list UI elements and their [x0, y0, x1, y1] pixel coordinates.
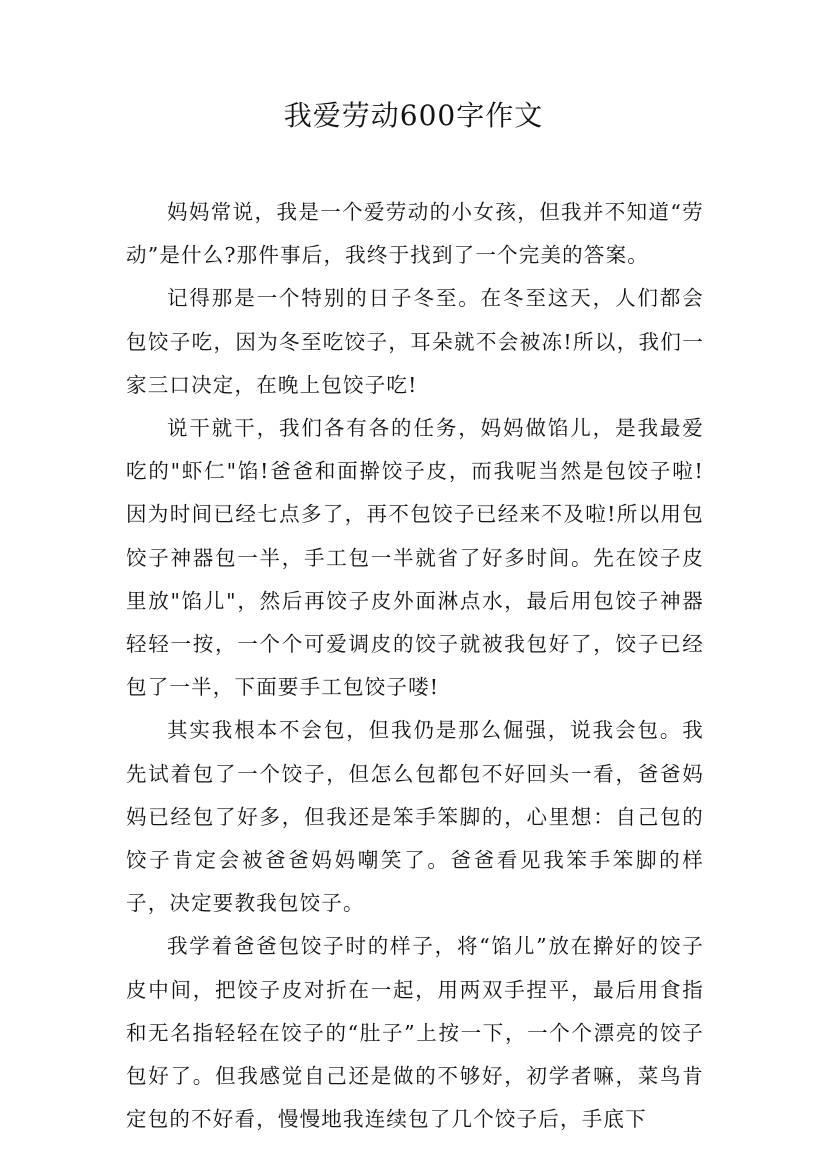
- paragraph-2: 记得那是一个特别的日子冬至。在冬至这天，人们都会包饺子吃，因为冬至吃饺子，耳朵就不会被冻!所以，我们一家三口决定，在晚上包饺子吃!: [126, 286, 704, 397]
- paragraph-3: 说干就干，我们各有各的任务，妈妈做馅儿，是我最爱吃的"虾仁"馅!爸爸和面擀饺子皮，而我呢当然是包饺子啦!因为时间已经七点多了，再不包饺子已经来不及啦!所以用包饺子神器包一半，手工包一半就省了好多时间。先在饺子皮里放"馅儿"，然后再饺子皮外面淋点水，最后用包饺子神器轻轻一按，一个个可爱调皮的饺子就被我包好了，饺子已经包了一半，下面要手工包饺子喽!: [126, 416, 704, 700]
- essay-body: [126, 191, 704, 1141]
- paragraph-5: 我学着爸爸包饺子时的样子，将“馅儿”放在擀好的饺子皮中间，把饺子皮对折在一起，用两双手捏平，最后用食指和无名指轻轻在饺子的“肚子”上按一下，一个个漂亮的饺子包好了。但我感觉自己还是做的不够好，初学者嘛，菜鸟肯定包的不好看，慢慢地我连续包了几个饺子后，手底下: [126, 934, 704, 1132]
- paragraph-4: 其实我根本不会包，但我仍是那么倔强，说我会包。我先试着包了一个饺子，但怎么包都包不好回头一看，爸爸妈妈已经包了好多，但我还是笨手笨脚的，心里想：自己包的饺子肯定会被爸爸妈妈嘲笑了。爸爸看见我笨手笨脚的样子，决定要教我包饺子。: [126, 718, 704, 916]
- paragraph-1: 妈妈常说，我是一个爱劳动的小女孩，但我并不知道“劳动”是什么?那件事后，我终于找到了一个完美的答案。: [126, 200, 704, 268]
- page-title: 我爱劳动600字作文: [283, 99, 544, 132]
